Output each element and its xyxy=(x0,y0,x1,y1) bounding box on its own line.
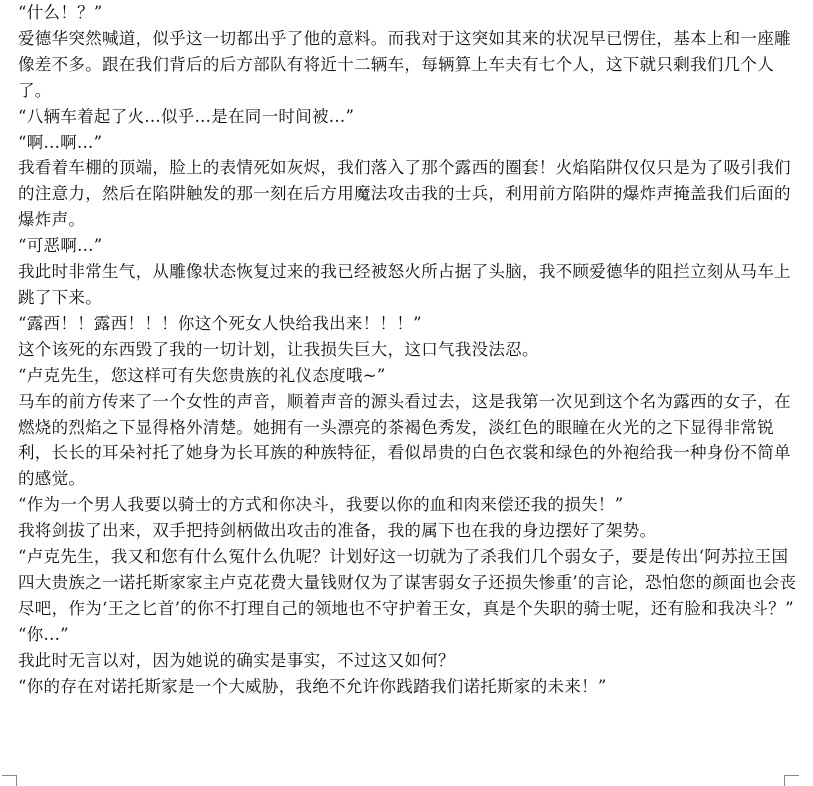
document-body xyxy=(18,0,803,699)
paragraph: 马车的前方传来了一个女性的声音，顺着声音的源头看过去，这是我第一次见到这个名为露西的女子，在燃烧的烈焰之下显得格外清楚。她拥有一头漂亮的茶褐色秀发，淡红色的眼瞳在火光的之下显得非常锐利，长长的耳朵衬托了她身为长耳族的种族特征，看似昂贵的白色衣裳和绿色的外袍给我一种身份不简单的感觉。 xyxy=(18,391,791,489)
paragraph: 这个该死的东西毁了我的一切计划，让我损失巨大，这口气我没法忍。 xyxy=(18,339,539,359)
paragraph: “你...” xyxy=(18,624,69,644)
paragraph: “八辆车着起了火...似乎...是在同一时间被...” xyxy=(18,106,355,126)
crop-mark-right xyxy=(784,775,799,786)
paragraph: “什么！？” xyxy=(18,3,103,22)
paragraph: “你的存在对诺托斯家是一个大威胁，我绝不允许你践踏我们诺托斯家的未来！” xyxy=(18,676,607,696)
paragraph: “作为一个男人我要以骑士的方式和你决斗，我要以你的血和肉来偿还我的损失！” xyxy=(18,495,624,515)
page-corner-marks xyxy=(0,775,813,785)
paragraph: “卢克先生，您这样可有失您贵族的礼仪态度哦~” xyxy=(18,365,386,385)
paragraph: “啊...啊...” xyxy=(18,132,103,152)
crop-mark-left xyxy=(2,775,17,786)
paragraph: 我将剑拔了出来，双手把持剑柄做出攻击的准备，我的属下也在我的身边摆好了架势。 xyxy=(18,521,657,541)
paragraph: “可恶啊...” xyxy=(18,236,103,256)
paragraph: 我此时非常生气，从雕像状态恢复过来的我已经被怒火所占据了头脑，我不顾爱德华的阻拦立刻从马车上跳了下来。 xyxy=(18,262,791,307)
paragraph: 爱德华突然喊道，似乎这一切都出乎了他的意料。而我对于这突如其来的状况早已愣住，基本上和一座雕像差不多。跟在我们背后的后方部队有将近十二辆车，每辆算上车夫有七个人，这下就只剩我们几个人了。 xyxy=(18,28,791,100)
paragraph: 我此时无言以对，因为她说的确实是事实，不过这又如何？ xyxy=(18,650,455,670)
paragraph: “露西！！露西！！！你这个死女人快给我出来！！！” xyxy=(18,313,422,333)
paragraph: “卢克先生，我又和您有什么冤什么仇呢？计划好这一切就为了杀我们几个弱女子，要是传出‘阿苏拉王国四大贵族之一诺托斯家家主卢克花费大量钱财仅为了谋害弱女子还损失惨重’的言论，恐怕您的颜面也会丧尽吧，作为‘王之匕首’的你不打理自己的领地也不守护着王女，真是个失职的骑士呢，还有脸和我决斗？” xyxy=(18,547,797,618)
paragraph: 我看着车棚的顶端，脸上的表情死如灰烬，我们落入了那个露西的圈套！火焰陷阱仅仅只是为了吸引我们的注意力，然后在陷阱触发的那一刻在后方用魔法攻击我的士兵，利用前方陷阱的爆炸声掩盖我们后面的爆炸声。 xyxy=(18,158,791,230)
